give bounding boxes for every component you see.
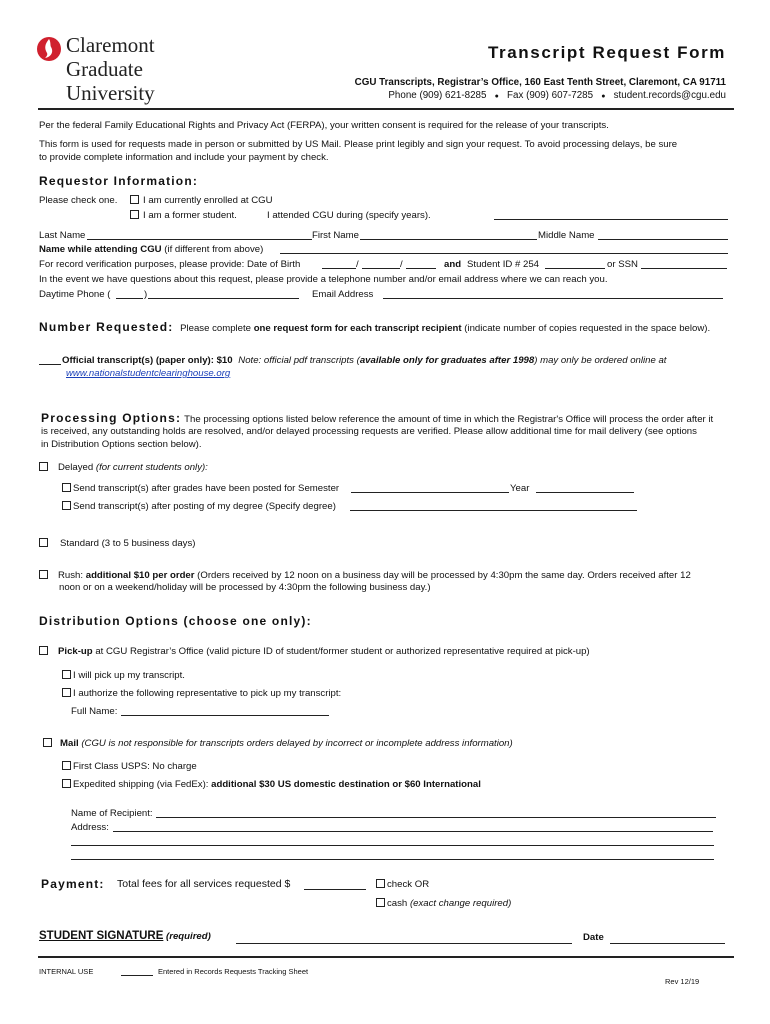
- number-text-a: Please complete: [180, 323, 254, 334]
- self-pickup-label: I will pick up my transcript.: [73, 670, 185, 681]
- dob-slash-1: /: [356, 259, 359, 270]
- recipient-field[interactable]: [156, 817, 716, 818]
- usage-text-2: to provide complete information and include your payment by check.: [39, 152, 329, 163]
- check-checkbox[interactable]: [376, 879, 385, 888]
- revision-label: Rev 12/19: [665, 977, 700, 986]
- middle-name-label: Middle Name: [538, 230, 595, 241]
- first-name-field[interactable]: [360, 239, 537, 240]
- logo-line-2: Graduate: [66, 57, 143, 81]
- last-name-field[interactable]: [87, 239, 312, 240]
- area-code-field[interactable]: [116, 298, 143, 299]
- page-title: Transcript Request Form: [487, 43, 726, 62]
- fax-text: Fax (909) 607-7285: [507, 90, 594, 101]
- copies-field[interactable]: [39, 364, 61, 365]
- total-fees-field[interactable]: [304, 889, 366, 890]
- name-attending-field[interactable]: [280, 253, 728, 254]
- rush-text-1: (Orders received by 12 noon on a business day will be processed by 4:30pm the same day. Orders received after 12: [194, 570, 691, 581]
- enrolled-label: I am currently enrolled at CGU: [143, 195, 273, 206]
- note-c: ) may only be ordered online at: [534, 355, 667, 366]
- former-checkbox[interactable]: [130, 210, 139, 219]
- pickup-option[interactable]: [39, 646, 590, 657]
- rush-label: Rush:: [58, 570, 84, 581]
- full-name-label: Full Name:: [71, 706, 118, 717]
- processing-row-1: [41, 411, 713, 425]
- pickup-bold: Pick-up: [58, 646, 93, 657]
- and-label: and: [444, 259, 462, 270]
- check-label: check OR: [387, 879, 430, 890]
- middle-name-field[interactable]: [598, 239, 728, 240]
- mail-checkbox[interactable]: [43, 738, 52, 747]
- mail-option[interactable]: [43, 738, 513, 749]
- total-fees-label: Total fees for all services requested $: [117, 878, 291, 890]
- expedited-option[interactable]: [62, 779, 481, 790]
- note-a: Note: official pdf transcripts (: [238, 355, 360, 366]
- header-divider: [38, 108, 734, 110]
- phone-number-field[interactable]: [148, 298, 299, 299]
- cash-checkbox[interactable]: [376, 898, 385, 907]
- after-degree-option[interactable]: [62, 501, 336, 512]
- address-label: Address:: [71, 822, 109, 833]
- date-label: Date: [583, 932, 604, 943]
- mail-note: (CGU is not responsible for transcripts orders delayed by incorrect or incomplete address information): [81, 738, 513, 749]
- number-requested-heading: Number Requested:: [39, 320, 174, 334]
- former-option[interactable]: [130, 210, 237, 221]
- standard-checkbox[interactable]: [39, 538, 48, 547]
- signature-field[interactable]: [236, 943, 572, 944]
- after-grades-checkbox[interactable]: [62, 483, 71, 492]
- bullet-icon: ●: [494, 93, 499, 100]
- cash-option[interactable]: [376, 898, 511, 909]
- processing-heading: Processing Options:: [41, 411, 182, 425]
- semester-field[interactable]: [351, 492, 509, 493]
- after-degree-label: Send transcript(s) after posting of my degree (Specify degree): [73, 501, 336, 512]
- number-text-b: one request form for each transcript recipient: [253, 323, 462, 334]
- processing-desc-3: in Distribution Options section below).: [41, 439, 202, 450]
- daytime-phone-label: Daytime Phone (: [39, 289, 111, 300]
- delayed-label: Delayed: [58, 462, 94, 473]
- requestor-heading: Requestor Information:: [39, 174, 199, 188]
- signature-row: [39, 930, 211, 942]
- name-attending-rest: (if different from above): [161, 244, 264, 255]
- bullet-icon: ●: [601, 93, 606, 100]
- address-field-2[interactable]: [71, 845, 714, 846]
- processing-desc-2: is received, any outstanding holds are resolved, and/or delayed processing requests are verified. Please allow additional time for mail delivery (see options: [41, 426, 697, 437]
- number-requested-row: [39, 320, 710, 334]
- standard-option[interactable]: [39, 538, 195, 549]
- ssn-label: or SSN: [607, 259, 638, 270]
- rush-text-2: noon or on a weekend/holiday will be processed by 4:30pm the following business day.): [59, 582, 431, 593]
- cash-label: cash: [387, 898, 408, 909]
- expedited-checkbox[interactable]: [62, 779, 71, 788]
- dob-day-field[interactable]: [362, 268, 400, 269]
- expedited-label: Expedited shipping (via FedEx):: [73, 779, 209, 790]
- flame-icon: [36, 33, 62, 63]
- tracking-field[interactable]: [121, 975, 153, 976]
- first-class-checkbox[interactable]: [62, 761, 71, 770]
- ssn-field[interactable]: [641, 268, 727, 269]
- enrolled-checkbox[interactable]: [130, 195, 139, 204]
- delayed-option[interactable]: [39, 462, 208, 473]
- authorize-label: I authorize the following representative to pick up my transcript:: [73, 688, 342, 699]
- dob-slash-2: /: [400, 259, 403, 270]
- student-id-field[interactable]: [545, 268, 605, 269]
- signature-label: STUDENT SIGNATURE: [39, 930, 164, 942]
- degree-field[interactable]: [350, 510, 637, 511]
- email-address-field[interactable]: [383, 298, 723, 299]
- name-attending-bold: Name while attending CGU: [39, 244, 162, 255]
- distribution-heading: Distribution Options (choose one only):: [39, 614, 312, 628]
- name-attending-label: [39, 244, 263, 255]
- signature-required: (required): [166, 931, 211, 942]
- after-grades-label: Send transcript(s) after grades have been posted for Semester: [73, 483, 340, 494]
- check-option[interactable]: [376, 879, 429, 890]
- phone-text: Phone (909) 621-8285: [388, 90, 487, 101]
- first-name-label: First Name: [312, 230, 359, 241]
- self-pickup-option[interactable]: [62, 670, 185, 681]
- address-field-3[interactable]: [71, 859, 714, 860]
- delayed-checkbox[interactable]: [39, 462, 48, 471]
- footer-divider: [38, 956, 734, 958]
- rush-checkbox[interactable]: [39, 570, 48, 579]
- pickup-text: at CGU Registrar’s Office (valid picture ID of student/former student or authorized representative required at pick-up): [92, 646, 590, 657]
- number-text-c: (indicate number of copies requested in the space below).: [461, 323, 711, 334]
- former-label: I am a former student.: [143, 210, 237, 221]
- email-address-label: Email Address: [312, 289, 374, 300]
- rush-bold: additional $10 per order: [85, 570, 195, 581]
- attended-years-field[interactable]: [494, 219, 728, 220]
- processing-desc-1: The processing options listed below reference the amount of time in which the Registrar's Office will process the order after it: [184, 414, 714, 425]
- contact-note: In the event we have questions about this request, please provide a telephone number and/or email address where we can reach you.: [39, 274, 608, 285]
- after-grades-option[interactable]: [62, 483, 339, 494]
- official-bold: Official transcript(s) (paper only): $10: [62, 355, 233, 366]
- rush-option[interactable]: [39, 570, 691, 581]
- payment-heading: Payment:: [41, 877, 105, 891]
- year-label: Year: [510, 483, 530, 494]
- delayed-note: (for current students only):: [95, 462, 208, 473]
- usage-text-1: This form is used for requests made in person or submitted by US Mail. Please print legibly and sign your request. To avoid processing delays, be sure: [39, 139, 678, 150]
- verification-label: For record verification purposes, please provide: Date of Birth: [39, 259, 301, 270]
- last-name-label: Last Name: [39, 230, 86, 241]
- after-degree-checkbox[interactable]: [62, 501, 71, 510]
- phone-paren-close: ): [144, 289, 148, 300]
- pickup-checkbox[interactable]: [39, 646, 48, 655]
- clearinghouse-link[interactable]: www.nationalstudentclearinghouse.org: [66, 368, 231, 379]
- attended-label: I attended CGU during (specify years).: [267, 210, 431, 221]
- self-pickup-checkbox[interactable]: [62, 670, 71, 679]
- first-class-option[interactable]: [62, 761, 197, 772]
- note-b: available only for graduates after 1998: [359, 355, 535, 366]
- official-transcript-row: [62, 355, 666, 366]
- date-field[interactable]: [610, 943, 725, 944]
- recipient-label: Name of Recipient:: [71, 808, 153, 819]
- contact-line: [388, 90, 726, 101]
- expedited-bold: additional $30 US domestic destination or $60 International: [211, 779, 481, 790]
- enrolled-option[interactable]: [130, 195, 273, 206]
- year-field[interactable]: [536, 492, 634, 493]
- logo-line-1: Claremont: [66, 33, 155, 57]
- student-id-label: Student ID # 254: [467, 259, 540, 270]
- office-address: CGU Transcripts, Registrar’s Office, 160 East Tenth Street, Claremont, CA 91711: [354, 77, 726, 88]
- authorize-checkbox[interactable]: [62, 688, 71, 697]
- full-name-field[interactable]: [121, 715, 329, 716]
- first-class-label: First Class USPS: No charge: [73, 761, 197, 772]
- authorize-option[interactable]: [62, 688, 341, 699]
- standard-label: Standard (3 to 5 business days): [60, 538, 196, 549]
- dob-year-field[interactable]: [406, 268, 436, 269]
- logo-line-3: University: [66, 81, 155, 105]
- internal-use-label: INTERNAL USE: [39, 967, 94, 976]
- address-field-1[interactable]: [113, 831, 713, 832]
- check-one-label: Please check one.: [39, 195, 118, 206]
- dob-month-field[interactable]: [322, 268, 356, 269]
- mail-label: Mail: [60, 738, 79, 749]
- tracking-label: Entered in Records Requests Tracking Sheet: [158, 967, 309, 976]
- cash-note: (exact change required): [409, 898, 512, 909]
- email-text[interactable]: student.records@cgu.edu: [613, 90, 726, 101]
- ferpa-text: Per the federal Family Educational Rights and Privacy Act (FERPA), your written consent is required for the release of your transcripts.: [39, 120, 609, 131]
